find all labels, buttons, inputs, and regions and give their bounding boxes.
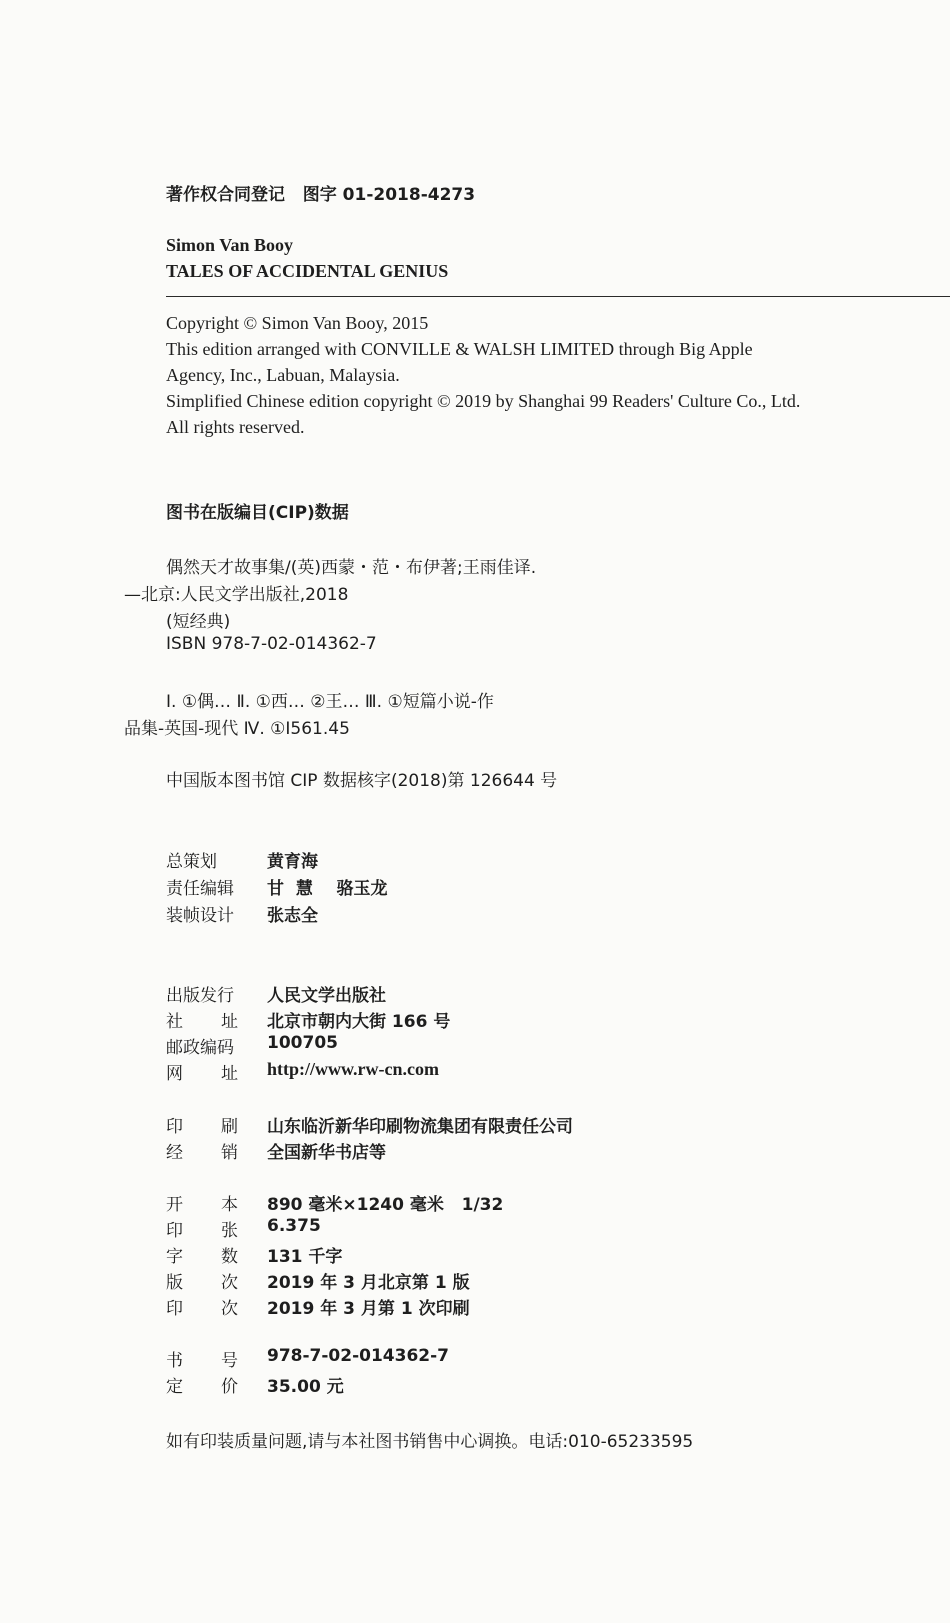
publisher-label: 邮政编码: [166, 1038, 234, 1058]
cip-classification-2: 品集-英国-现代 Ⅳ. ①I561.45: [124, 719, 350, 739]
publisher-value: 人民文学出版社: [267, 986, 386, 1006]
credit-value: 张志全: [267, 906, 318, 926]
spec-label: 版次: [166, 1273, 276, 1293]
printing-value: 全国新华书店等: [267, 1143, 386, 1163]
spec-value: 890 毫米×1240 毫米 1/32: [267, 1195, 504, 1215]
printing-label: 印刷: [166, 1117, 276, 1137]
cip-line-3: (短经典): [166, 612, 231, 632]
original-author: Simon Van Booy: [166, 235, 294, 255]
book-label: 书号: [166, 1351, 276, 1371]
copyright-line: Agency, Inc., Labuan, Malaysia.: [166, 365, 400, 385]
credit-label: 责任编辑: [166, 879, 234, 899]
cip-line-2: —北京:人民文学出版社,2018: [124, 585, 349, 605]
registration-number: 图字 01-2018-4273: [302, 185, 476, 205]
registration-line: [166, 180, 475, 205]
spec-label: 开本: [166, 1195, 276, 1215]
cip-check-number: 中国版本图书馆 CIP 数据核字(2018)第 126644 号: [166, 771, 558, 791]
spec-label: 印次: [166, 1299, 276, 1319]
book-value: 978-7-02-014362-7: [267, 1346, 449, 1366]
credit-label: 装帧设计: [166, 906, 234, 926]
cip-classification-1: Ⅰ. ①偶… Ⅱ. ①西… ②王… Ⅲ. ①短篇小说-作: [166, 692, 494, 712]
cip-heading: 图书在版编目(CIP)数据: [166, 503, 349, 523]
publisher-value: 北京市朝内大街 166 号: [267, 1012, 451, 1032]
original-title: TALES OF ACCIDENTAL GENIUS: [166, 261, 449, 281]
book-value: 35.00 元: [267, 1377, 344, 1397]
publisher-label: 社址: [166, 1012, 276, 1032]
copyright-line: Copyright © Simon Van Booy, 2015: [166, 313, 429, 333]
website-value: http://www.rw-cn.com: [267, 1059, 439, 1079]
spec-label: 字数: [166, 1247, 276, 1267]
registration-label: 著作权合同登记: [166, 185, 285, 205]
book-label: 定价: [166, 1377, 276, 1397]
credit-value: 黄育海: [267, 852, 318, 872]
copyright-line: All rights reserved.: [166, 417, 305, 437]
copyright-line: This edition arranged with CONVILLE & WALSH LIMITED through Big Apple: [166, 339, 753, 359]
publisher-label: 出版发行: [166, 986, 234, 1006]
publisher-label: 网址: [166, 1064, 276, 1084]
spec-value: 131 千字: [267, 1247, 343, 1267]
spec-value: 2019 年 3 月第 1 次印刷: [267, 1299, 470, 1319]
credit-value: 甘 慧 骆玉龙: [267, 879, 388, 899]
cip-isbn: ISBN 978-7-02-014362-7: [166, 634, 377, 654]
cip-line-1: 偶然天才故事集/(英)西蒙・范・布伊著;王雨佳译.: [166, 558, 537, 578]
spec-label: 印张: [166, 1221, 276, 1241]
credit-label: 总策划: [166, 852, 217, 872]
quality-notice: 如有印装质量问题,请与本社图书销售中心调换。电话:010-65233595: [166, 1432, 694, 1452]
publisher-value: 100705: [267, 1033, 338, 1053]
spec-value: 6.375: [267, 1216, 321, 1236]
printing-value: 山东临沂新华印刷物流集团有限责任公司: [267, 1117, 573, 1137]
printing-label: 经销: [166, 1143, 276, 1163]
spec-value: 2019 年 3 月北京第 1 版: [267, 1273, 470, 1293]
divider-rule: [166, 296, 950, 297]
copyright-line: Simplified Chinese edition copyright © 2019 by Shanghai 99 Readers' Culture Co., Ltd.: [166, 391, 801, 411]
